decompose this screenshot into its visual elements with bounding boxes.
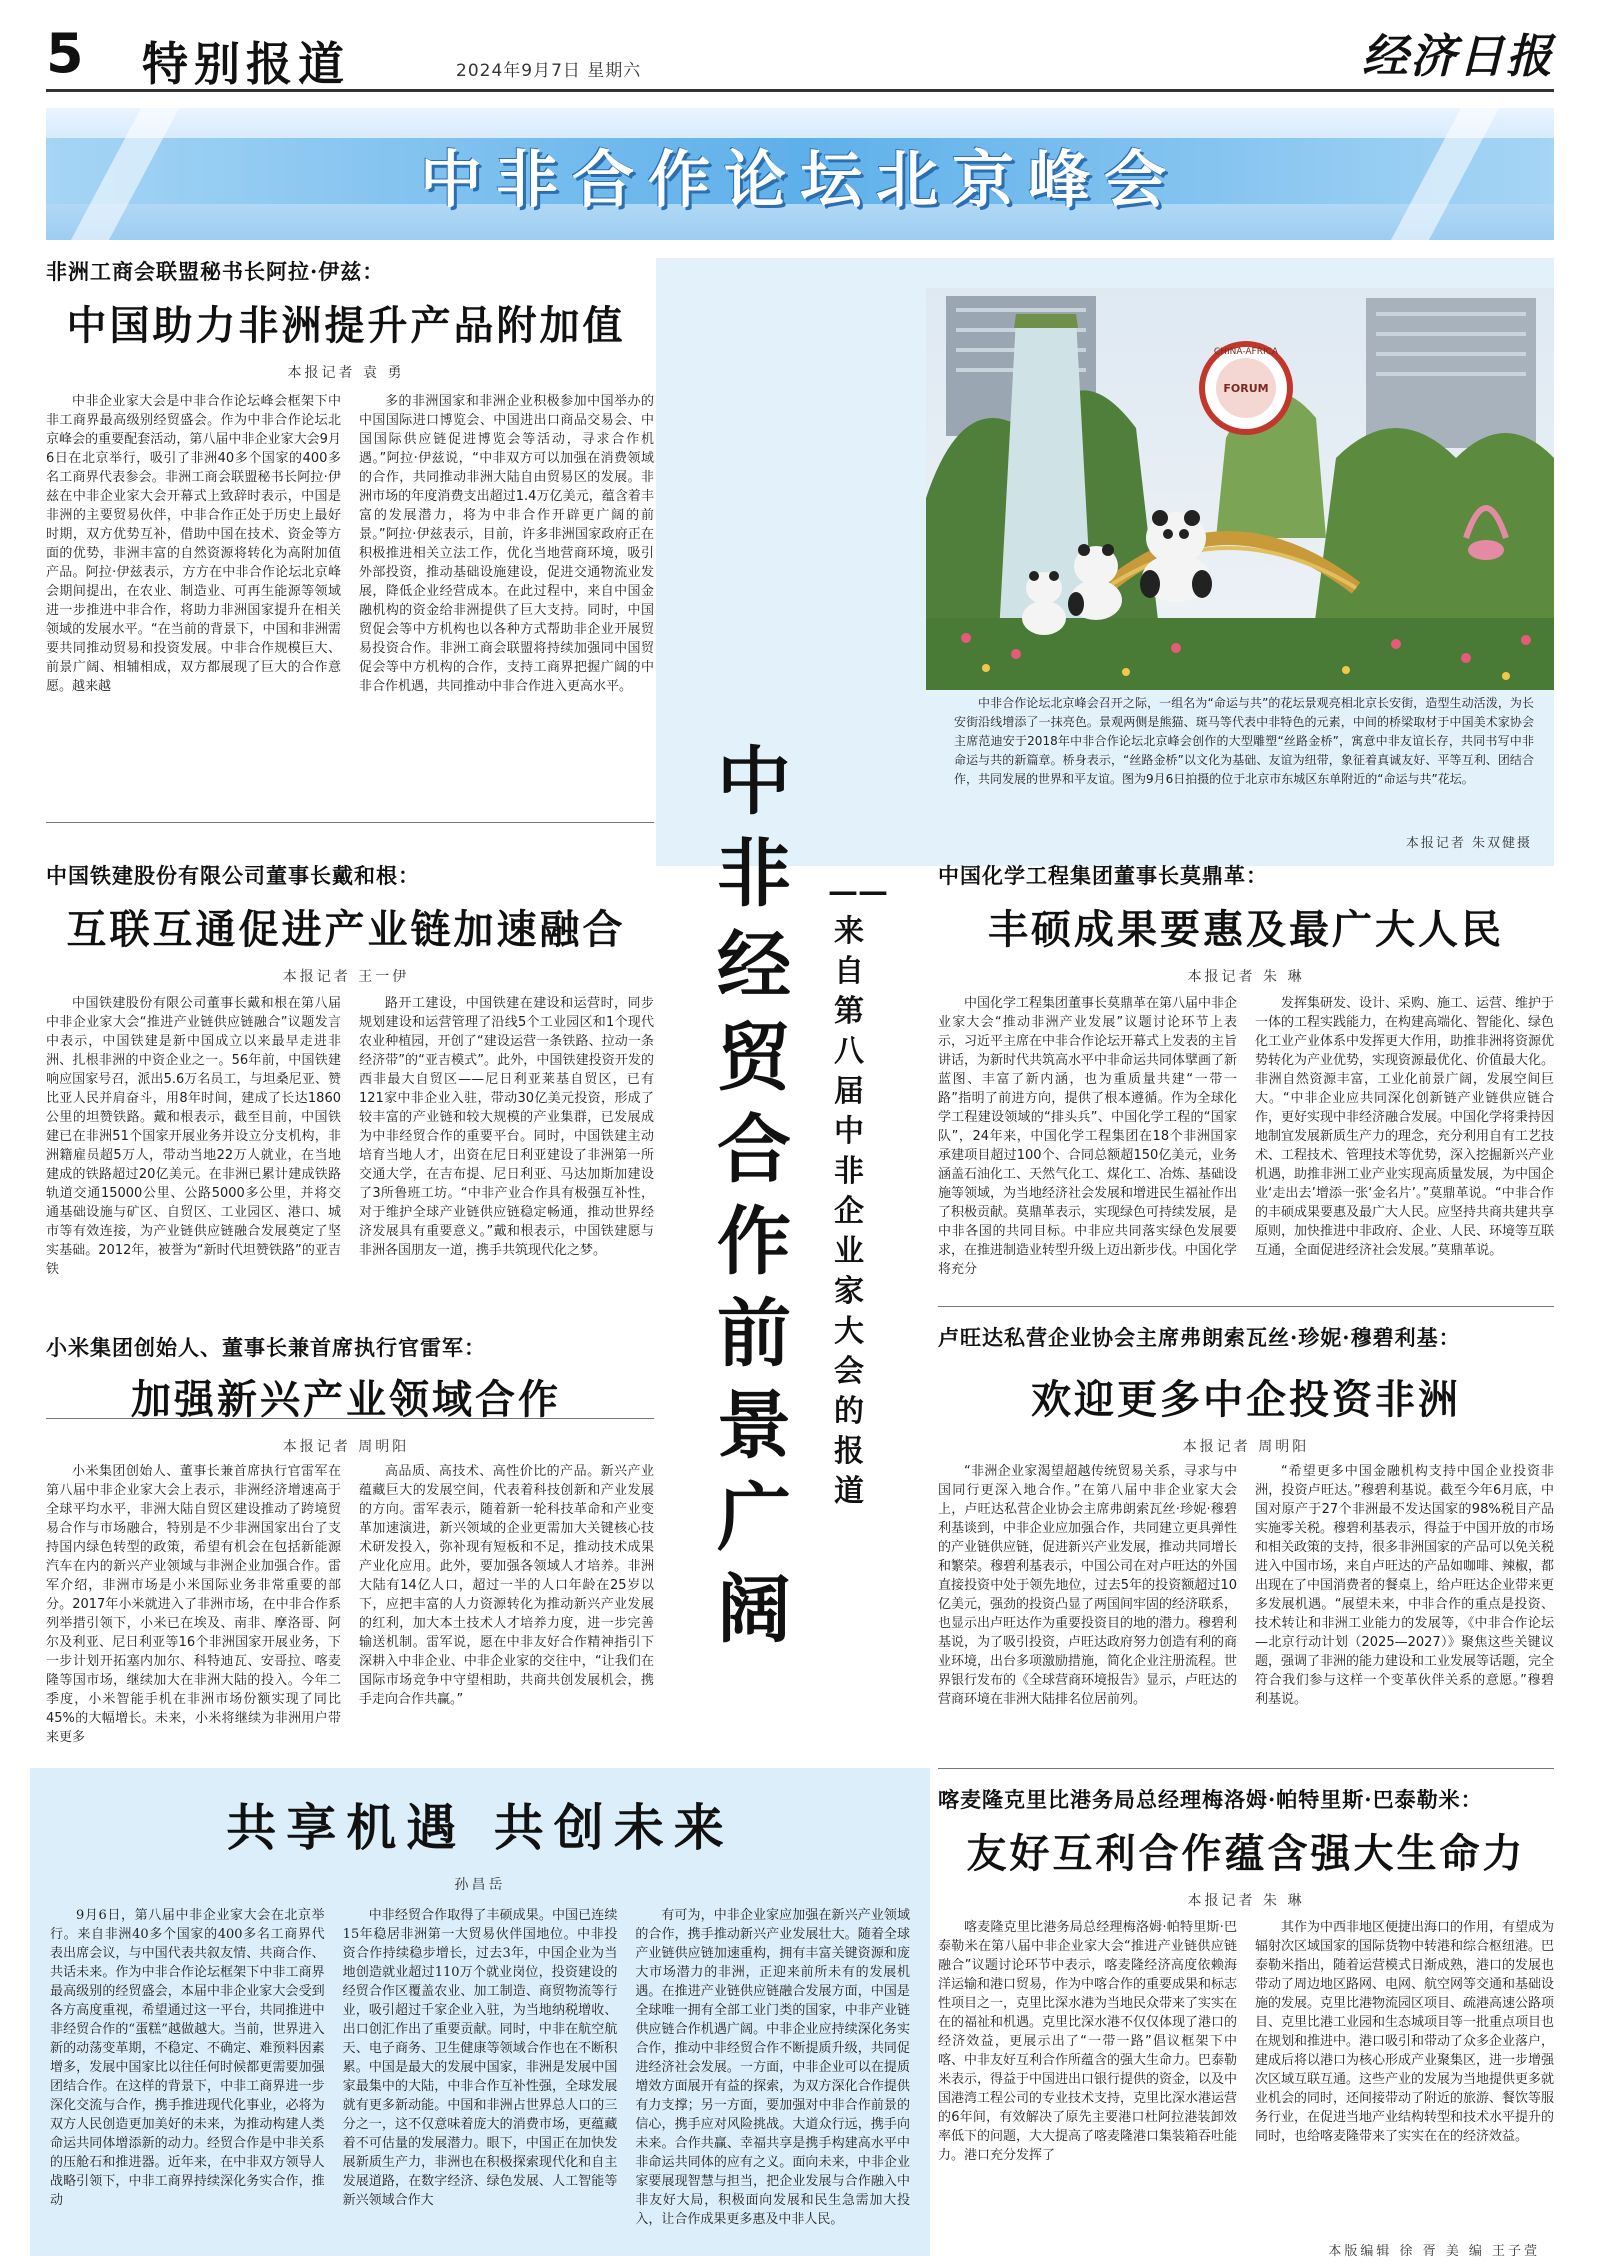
- article-text: 高品质、高技术、高性价比的产品。新兴产业蕴藏巨大的发展空间，代表着科技创新和产业发展的方向。雷军表示，随着新一轮科技革命和产业变革加速演进，新兴领域的企业更需加大关键核心技术研发投入，弥补现有短板和不足，推动技术成果产业化应用。此外，要加强各领域人才培养。非洲大陆有14亿人口，超过一半的人口年龄在25岁以下，应把丰富的人力资源转化为推动新兴产业发展的红利，加大本土技术人才培养力度，进一步完善输送机制。雷军说，愿在中非友好合作精神指引下深耕入中非企业、中非企业家的交往中，“让我们在国际市场竞争中守望相助，共商共创发展机会，携手走向合作共赢。”: [359, 1464, 654, 1707]
- article-column: [343, 1906, 618, 2246]
- article-text: 中国铁建股份有限公司董事长戴和根在第八届中非企业家大会“推进产业链供应链融合”议题发言中表示，中国铁建是新中国成立以来最早走进非洲、扎根非洲的中资企业之一。56年前，中国铁建响应国家号召，派出5.6万名员工，与坦桑尼亚、赞比亚人民并肩奋斗，用8年时间，建成了长达1860公里的坦赞铁路。戴和根表示，截至目前，中国铁建已在非洲51个国家开展业务并设立分支机构，非洲籍雇员超5万人，带动当地22万人就业，在当地建成的铁路超过20亿美元。在非洲已累计建成铁路轨道交通15000公里、公路5000多公里，并将交通基础设施与矿区、自贸区、工业园区、港口、城市等有效连接，为产业链供应链融合发展奠定了坚实基础。2012年，被誉为“新时代坦赞铁路”的亚吉铁: [46, 996, 341, 1277]
- article-column: [1255, 1462, 1554, 1762]
- newspaper-logo: 经济日报: [1362, 29, 1554, 83]
- article-column: [359, 392, 654, 802]
- article-body: [46, 1462, 654, 1752]
- article-column: [635, 1906, 910, 2246]
- article-byline: 本报记者 王一伊: [282, 969, 410, 985]
- article-column: [46, 1462, 341, 1752]
- article-kicker: 小米集团创始人、董事长兼首席执行官雷军：: [46, 1335, 486, 1360]
- article-headline: 互联互通促进产业链加速融合: [66, 907, 626, 953]
- flower-display-illustration: [926, 288, 1554, 690]
- article-column: [938, 1918, 1237, 2232]
- article-column: [1255, 1918, 1554, 2232]
- article-text: 小米集团创始人、董事长兼首席执行官雷军在第八届中非企业家大会上表示，非洲经济增速高于全球平均水平，非洲大陆自贸区建设推动了跨境贸易合作与市场融合，特别是不少非洲国家出台了支持国内绿色转型的政策，希望有机会在包括新能源汽车在内的新兴产业领域与非洲企业加强合作。雷军介绍，非洲市场是小米国际业务非常重要的部分。2017年小米就进入了非洲市场，在中非合作系列举措引领下，小米已在埃及、南非、摩洛哥、阿尔及利亚、尼日利亚等16个非洲国家开展业务，下一步计划开拓塞内加尔、科特迪瓦、安哥拉、喀麦隆等国市场，继续加大在非洲大陆的投入。今年二季度，小米智能手机在非洲市场份额实现了同比45%的大幅增长。未来，小米将继续为非洲用户带来更多: [46, 1464, 341, 1745]
- article-text: 中非企业家大会是中非合作论坛峰会框架下中非工商界最高级别经贸盛会。作为中非合作论坛北京峰会的重要配套活动，第八届中非企业家大会9月6日在北京举行，吸引了非洲40多个国家的400多名工商界代表参会。非洲工商会联盟秘书长阿拉·伊兹在中非企业家大会开幕式上致辞时表示，中国是非洲的主要贸易伙伴，中非合作正处于历史上最好时期，双方优势互补，借助中国在技术、资金等方面的优势，非洲丰富的自然资源将转化为高附加值产品。阿拉·伊兹表示，方方在中非合作论坛北京峰会期间提出，在农业、制造业、可再生能源等领域进一步推进中非合作，将助力非洲国家提升在相关领域的发展水平。“在当前的背景下，中国和非洲需要共同推动贸易和投资发展。中非合作规模巨大、前景广阔、相辅相成，双方都展现了巨大的合作意愿。越来越: [46, 394, 341, 694]
- photo-caption: 中非合作论坛北京峰会召开之际，一组名为“命运与共”的花坛景观亮相北京长安街，造型生动活泼，为长安街沿线增添了一抹亮色。景观两侧是熊猫、斑马等代表中非特色的元素，中间的桥梁取材于中国美术家协会主席范迪安于2018年中非合作论坛北京峰会创作的大型雕塑“丝路金桥”，寓意中非友谊长存，共同书写中非命运与共的新篇章。桥身表示，“丝路金桥”以文化为基础、友谊为纽带，象征着真诚友好、平等互利、团结合作，共同发展的世界和平友谊。图为9月6日拍摄的位于北京市东城区东单附近的“命运与共”花坛。: [954, 696, 1534, 786]
- edition-date: 2024年9月7日 星期六: [456, 61, 642, 81]
- banner-title: 中非合作论坛北京峰会: [419, 143, 1180, 216]
- masthead: [46, 18, 1554, 92]
- commentary-title: 共享机遇 共创未来: [226, 1799, 734, 1857]
- waterfall-crest: [1014, 314, 1078, 328]
- section-name: 特别报道: [142, 37, 350, 91]
- article-text: “非洲企业家渴望超越传统贸易关系，寻求与中国同行更深入地合作。”在第八届中非企业家大会上，卢旺达私营企业协会主席弗朗索瓦丝·珍妮·穆碧利基谈到，中非企业应加强合作，共同建立更具弹性的产业链供应链，促进新兴产业发展，推动共同增长和繁荣。穆碧利基表示，中国公司在对卢旺达的外国直接投资中处于领先地位，过去5年的投资额超过10亿美元，强劲的投资凸显了两国间牢固的经济联系，也显示出卢旺达作为重要投资目的地的潜力。穆碧利基说，为了吸引投资，卢旺达政府努力创造有利的商业环境，出台多项激励措施，简化企业注册流程。世界银行发布的《全球营商环境报告》显示，卢旺达的营商环境在非洲大陆排名位居前列。: [938, 1464, 1237, 1707]
- article-headline: 友好互利合作蕴含强大生命力: [966, 1831, 1526, 1877]
- article-body: [46, 392, 654, 802]
- section-divider: [938, 1768, 1554, 1769]
- center-title: 中非经贸合作前景广阔: [717, 739, 791, 1653]
- page-number: 5: [46, 22, 84, 85]
- article-kicker: 卢旺达私营企业协会主席弗朗索瓦丝·珍妮·穆碧利基：: [938, 1325, 1461, 1350]
- forum-logo: [1202, 344, 1290, 432]
- commentary-author: 孙昌岳: [454, 1877, 506, 1893]
- article-text: 喀麦隆克里比港务局总经理梅洛姆·帕特里斯·巴泰勒米在第八届中非企业家大会“推进产业链供应链融合”议题讨论环节中表示，喀麦隆经济高度依赖海洋运输和港口贸易，作为中喀合作的重要成果和标志性项目之一，克里比深水港为当地民众带来了实实在在的福祉和机遇。克里比深水港不仅仅体现了港口的经济效益，更展示出了“一带一路”倡议框架下中喀、中非友好互利合作所蕴含的强大生命力。巴泰勒米表示，得益于中国进出口银行提供的资金，以及中国港湾工程公司的专业技术支持，克里比深水港运营的6年间，有效解决了原先主要港口杜阿拉港装卸效率低下的问题，大大提高了喀麦隆港口集装箱吞吐能力。港口充分发挥了: [938, 1920, 1237, 2163]
- article-byline: 本报记者 朱 琳: [1187, 1893, 1305, 1909]
- article-headline: 丰硕成果要惠及最广大人民: [988, 907, 1504, 953]
- article-column: [1255, 994, 1554, 1294]
- article-text: 有可为，中非企业家应加强在新兴产业领域的合作，携手推动新兴产业发展壮大。随着全球产业链供应链加速重构，拥有丰富关键资源和庞大市场潜力的非洲，正迎来前所未有的发展机遇。在推进产业链供应链融合发展方面，中国是全球唯一拥有全部工业门类的国家，中非产业链供应链合作机遇广阔。中非企业应持续深化务实合作，推动中非经贸合作不断提质升级，共同促进经济社会发展。一方面，中非企业可以在提质增效方面展开有益的探索，为双方深化合作提供有力支撑；另一方面，要加强对中非合作前景的信心，携手应对风险挑战。大道众行远，携手向未来。合作共赢、幸福共享是携手构建高水平中非命运共同体的应有之义。面向未来，中非企业家要展现智慧与担当，把企业发展与合作融入中非友好大局，积极面向发展和民生急需加大投入，让合作成果更多惠及中非人民。: [635, 1908, 910, 2227]
- section-divider: [938, 1306, 1554, 1307]
- article-column: [359, 1462, 654, 1752]
- article-text: “希望更多中国金融机构支持中国企业投资非洲，投资卢旺达。”穆碧利基说。截至今年6月底，中国对原产于27个非洲最不发达国家的98%税目产品实施零关税。穆碧利基表示，得益于中国开放的市场和相关政策的支持，很多非洲国家的产品可以免关税进入中国市场，来自卢旺达的产品如咖啡、辣椒，都出现在了中国消费者的餐桌上，给卢旺达企业带来更多发展机遇。“展望未来，中非合作的重点是投资、技术转让和非洲工业能力的发展等，《中非合作论坛—北京行动计划（2025—2027）》聚焦这些关键议题，强调了非洲的能力建设和工业发展等话题，完全符合我们参与这样一个变革伙伴关系的意愿。”穆碧利基说。: [1255, 1464, 1554, 1707]
- article-kicker: 喀麦隆克里比港务局总经理梅洛姆·帕特里斯·巴泰勒米：: [938, 1787, 1483, 1812]
- photo-credit: 本报记者 朱双健摄: [1405, 836, 1532, 851]
- article-text: 其作为中西非地区便捷出海口的作用，有望成为辐射次区域国家的国际货物中转港和综合枢纽港。巴泰勒米指出，随着运营模式日渐成熟，港口的发展也带动了周边地区路网、电网、航空网等交通和基础设施的发展。克里比港物流园区项目、疏港高速公路项目、克里比港工业园和生态城项目等一批重点项目也在规划和推进中。港口吸引和带动了众多企业落户，建成后将以港口为核心形成产业聚集区，进一步增强次区域互联互通。这些产业的发展为当地提供更多就业机会的同时，还间接带动了附近的旅游、餐饮等服务行业，在促进当地产业结构转型和技术水平提升的同时，也给喀麦隆带来了实实在在的经济效益。: [1255, 1920, 1554, 2144]
- svg-text:FORUM: FORUM: [1223, 382, 1269, 395]
- article-headline: 欢迎更多中企投资非洲: [1031, 1377, 1461, 1423]
- article-byline: 本报记者 周明阳: [282, 1439, 410, 1455]
- article-headline: 加强新兴产业领域合作: [131, 1377, 561, 1423]
- center-subtitle: ——来自第八届中非企业家大会的报道: [828, 874, 888, 1509]
- svg-text:CHINA-AFRICA: CHINA-AFRICA: [1213, 347, 1279, 357]
- article-column: [50, 1906, 325, 2246]
- section-divider: [46, 822, 654, 823]
- commentary-body: [50, 1906, 910, 2246]
- article-text: 9月6日，第八届中非企业家大会在北京举行。来自非洲40多个国家的400多名工商界代表出席会议，与中国代表共叙友情、共商合作、共话未来。作为中非合作论坛框架下中非工商界最高级别的经贸盛会，本届中非企业家大会受到各方高度重视，希望通过这一平台，共同推进中非经贸合作的“蛋糕”越做越大。当前，世界进入新的动荡变革期，不稳定、不确定、难预料因素增多，发展中国家比以往任何时候都更需要加强团结合作。在这样的背景下，中非工商界进一步深化交流与合作，携手推进现代化事业，必将为双方人民创造更加美好的未来，为推动构建人类命运共同体增添新的动力。经贸合作是中非关系的压舱石和推进器。近年来，在中非双方领导人战略引领下，中非工商界持续深化务实合作，推动: [50, 1908, 325, 2208]
- article-text: 发挥集研发、设计、采购、施工、运营、维护于一体的工程实践能力，在构建高端化、智能化、绿色化工业产业体系中发挥更大作用，助推非洲将资源优势转化为产业优势，实现资源最优化、价值最大化。非洲自然资源丰富，工业化前景广阔，发展空间巨大。“中非企业应共同深化创新链产业链供应链合作，更好实现中非经济融合发展。中国化学将秉持因地制宜发展新质生产力的理念，充分利用自有工艺技术、工程技术、管理技术等优势，深入挖掘新兴产业机遇，助推非洲工业产业实现高质量发展，为中国企业‘走出去’增添一张‘金名片’。”莫鼎革说。“中非合作的丰硕成果要惠及最广大人民。应坚持共商共建共享原则，加快推进中非政府、企业、人民、环境等互联互通，全面促进经济社会发展。”莫鼎革说。: [1255, 996, 1554, 1258]
- article-column: [46, 392, 341, 802]
- article-headline: 中国助力非洲提升产品附加值: [66, 303, 626, 349]
- article-body: [938, 1918, 1554, 2232]
- article-text: 中国化学工程集团董事长莫鼎革在第八届中非企业家大会“推动非洲产业发展”议题讨论环节上表示，习近平主席在中非合作论坛开幕式上发表的主旨讲话，为新时代共筑高水平中非命运共同体擘画了新蓝图、丰富了新内涵，也为重质量共建“一带一路”指明了前进方向，提供了根本遵循。作为全球化学工程建设领域的“排头兵”、中国化学工程的“国家队”，24年来，中国化学工程集团在18个非洲国家承建项目超过100个、合同总额超150亿美元，业务涵盖石油化工、天然气化工、煤化工、冶炼、基础设施等领域，为当地经济社会发展和增进民生福祉作出了积极贡献。莫鼎革表示，实现绿色可持续发展，是中非各国的共同目标。中非应共同落实绿色发展要求，在推进制造业转型升级上迈出新步伐。中国化学将充分: [938, 996, 1237, 1277]
- article-column: [938, 1462, 1237, 1762]
- article-body: [938, 994, 1554, 1294]
- article-text: 中非经贸合作取得了丰硕成果。中国已连续15年稳居非洲第一大贸易伙伴国地位。中非投资合作持续稳步增长，过去3年，中国企业为当地创造就业超过110万个就业岗位，投资建设的经贸合作区覆盖农业、加工制造、商贸物流等行业，吸引超过千家企业入驻，为当地纳税增收、出口创汇作出了重要贡献。同时，中非在航空航天、电子商务、卫生健康等领域合作也在不断积累。中国是最大的发展中国家，非洲是发展中国家最集中的大陆，中非合作互补性强，全球发展就有更多新动能。中国和非洲占世界总人口的三分之一，这不仅意味着庞大的消费市场，更蕴藏着不可估量的发展潜力。眼下，中国正在加快发展新质生产力，非洲也在积极探索现代化和自主发展道路，在数字经济、绿色发展、人工智能等新兴领域合作大: [342, 1908, 618, 2208]
- article-kicker: 非洲工商会联盟秘书长阿拉·伊兹：: [46, 259, 385, 284]
- article-text: 路开工建设，中国铁建在建设和运营时，同步规划建设和运营管理了沿线5个工业园区和1个现代农业种植园，开创了“建设运营一条铁路、拉动一条经济带”的“亚吉模式”。此外，中国铁建投资开发的西非最大自贸区——尼日利亚莱基自贸区，已有121家中非企业入驻，带动30亿美元投资，形成了较丰富的产业链和较大规模的产业集群，已发展成为中非经贸合作的重要平台。同时，中国铁建主动培育当地人才，出资在尼日利亚建设了非洲第一所交通大学，在吉布提、尼日利亚、马达加斯加建设了3所鲁班工坊。“中非产业合作具有极强互补性，对于维护全球产业链供应链稳定畅通，推动世界经济发展具有重要意义。”戴和根表示，中国铁建愿与非洲各国朋友一道，携手共筑现代化之梦。: [359, 996, 654, 1258]
- flower-display-photo: [926, 288, 1554, 690]
- article-kicker: 中国铁建股份有限公司董事长戴和根：: [46, 863, 420, 888]
- article-byline: 本报记者 朱 琳: [1187, 969, 1305, 985]
- article-text: 多的非洲国家和非洲企业积极参加中国举办的中国国际进口博览会、中国进出口商品交易会、中国国际供应链促进博览会等活动，寻求合作机遇。”阿拉·伊兹说，“中非双方可以加强在消费领域的合作，共同推动非洲大陆自由贸易区的发展。非洲市场的年度消费支出超过1.4万亿美元，蕴含着丰富的发展潜力，将为中非合作开辟更广阔的前景。”阿拉·伊兹表示，目前，许多非洲国家政府正在积极推进相关立法工作，优化当地营商环境，吸引外部投资，推动基础设施建设，促进交通物流业发展，降低企业经营成本。在此过程中，来自中国金融机构的资金给非洲提供了巨大支持。同时，中国贸促会等中方机构也以各种方式帮助非企业开展贸易投资合作。非洲工商会联盟将持续加强同中国贸促会等中方机构的合作，支持工商界把握广阔的中非合作机遇，共同推动中非合作进入更高水平。: [359, 394, 654, 694]
- article-kicker: 中国化学工程集团董事长莫鼎革：: [938, 863, 1268, 888]
- article-byline: 本报记者 袁 勇: [287, 365, 405, 381]
- summit-banner: [46, 108, 1554, 240]
- page-editors: 本版编辑 徐 胥 美 编 王子萱: [1328, 2244, 1540, 2259]
- article-byline: 本报记者 周明阳: [1182, 1439, 1310, 1455]
- article-column: [938, 994, 1237, 1294]
- article-body: [938, 1462, 1554, 1762]
